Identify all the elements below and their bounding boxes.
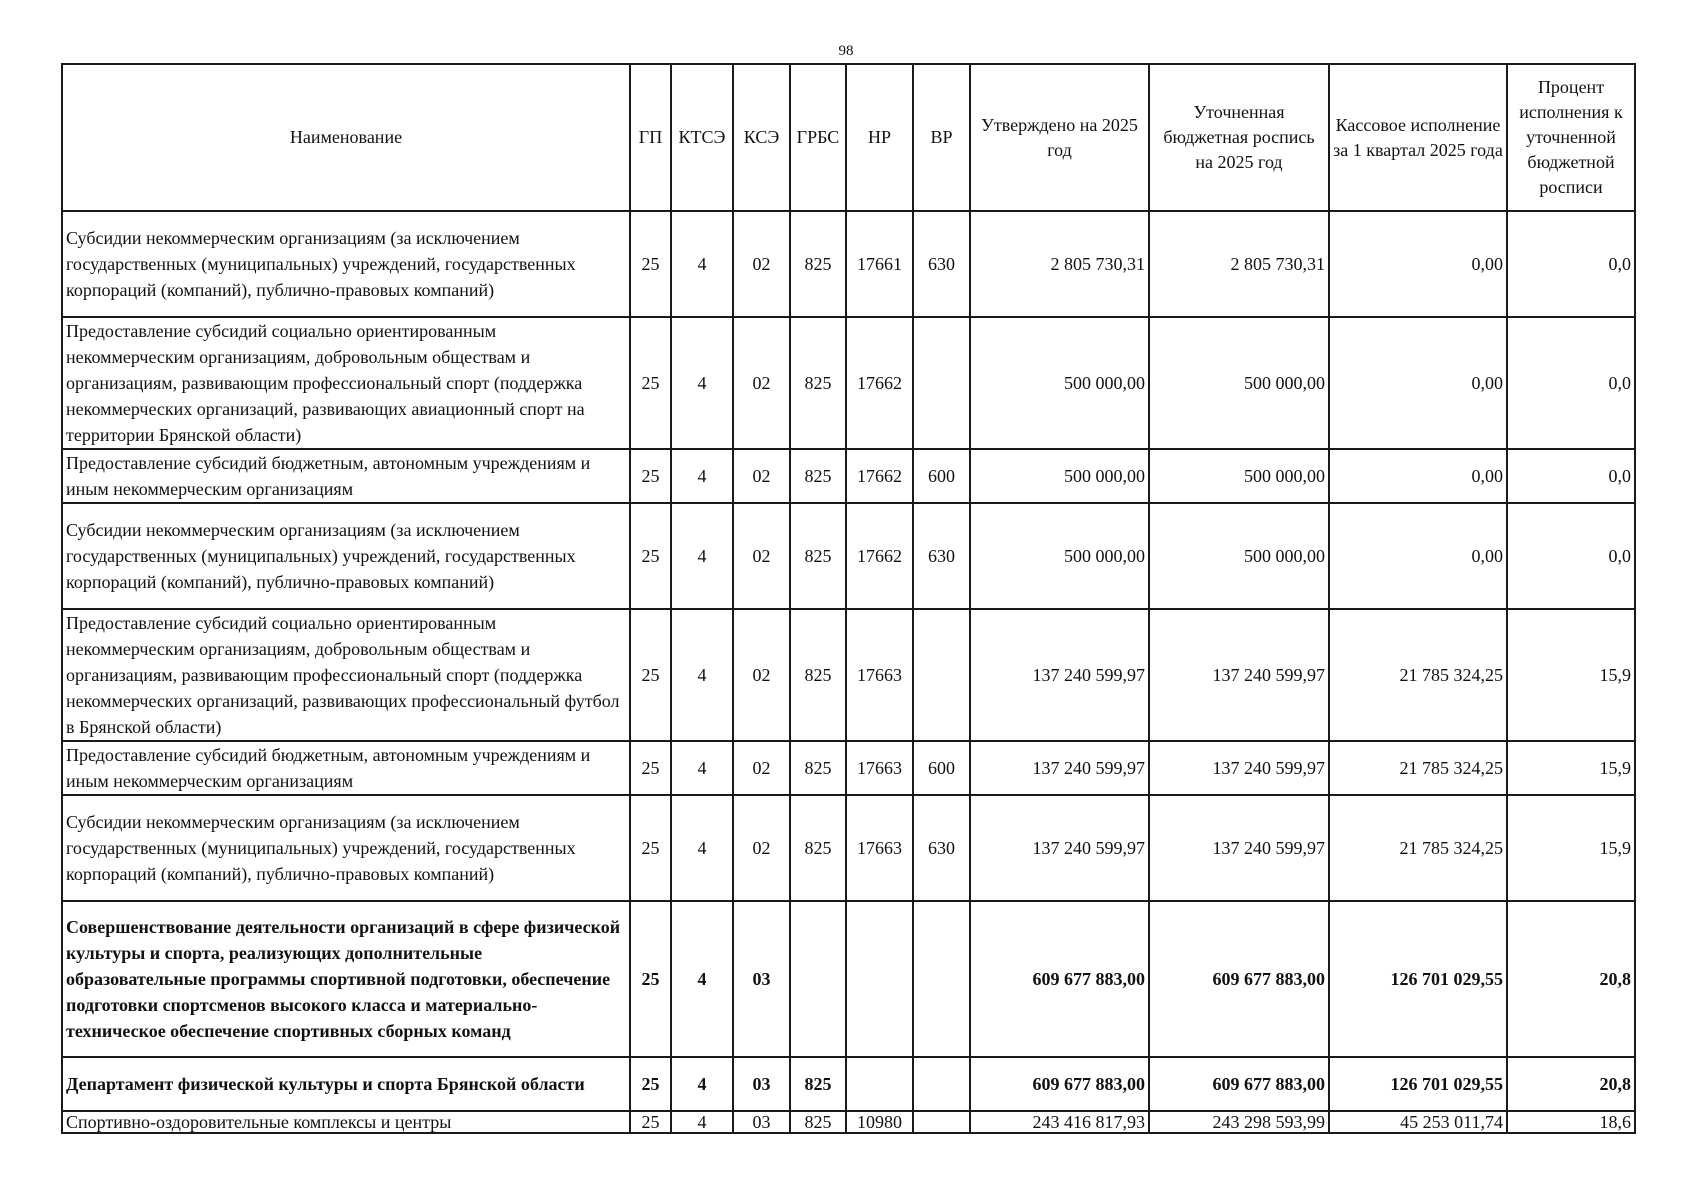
- row-cash: 126 701 029,55: [1329, 901, 1507, 1057]
- row-nr: 17662: [846, 317, 913, 449]
- header-grbs: ГРБС: [790, 64, 846, 211]
- row-ktse: 4: [671, 795, 733, 901]
- row-vr: [913, 1057, 970, 1111]
- header-cash: Кассовое исполнение за 1 квартал 2025 года: [1329, 64, 1507, 211]
- page-number: 98: [838, 43, 854, 59]
- row-cash: 21 785 324,25: [1329, 795, 1507, 901]
- row-vr: 630: [913, 795, 970, 901]
- row-nr: 17662: [846, 449, 913, 503]
- row-approved: 137 240 599,97: [970, 609, 1149, 741]
- row-name: Субсидии некоммерческим организациям (за исключением государственных (муниципальных) учреждений, государственных корпораций (компаний), публично-правовых компаний): [62, 795, 630, 901]
- row-refined: 137 240 599,97: [1149, 609, 1329, 741]
- table-row: [62, 609, 1635, 741]
- row-percent: 20,8: [1507, 1057, 1635, 1111]
- row-vr: [913, 901, 970, 1057]
- row-refined: 609 677 883,00: [1149, 901, 1329, 1057]
- row-cash: 126 701 029,55: [1329, 1057, 1507, 1111]
- row-vr: 630: [913, 211, 970, 317]
- row-approved: 609 677 883,00: [970, 1057, 1149, 1111]
- row-name: Субсидии некоммерческим организациям (за исключением государственных (муниципальных) учреждений, государственных корпораций (компаний), публично-правовых компаний): [62, 503, 630, 609]
- row-approved: 137 240 599,97: [970, 795, 1149, 901]
- row-vr: [913, 609, 970, 741]
- row-nr: 17663: [846, 795, 913, 901]
- row-grbs: 825: [790, 317, 846, 449]
- row-cash: 0,00: [1329, 449, 1507, 503]
- row-vr: [913, 317, 970, 449]
- row-name: Предоставление субсидий бюджетным, автономным учреждениям и иным некоммерческим организациям: [62, 741, 630, 795]
- row-kse: 02: [733, 449, 790, 503]
- row-vr: 600: [913, 449, 970, 503]
- header-nr: НР: [846, 64, 913, 211]
- header-name: Наименование: [62, 64, 630, 211]
- row-refined: 500 000,00: [1149, 449, 1329, 503]
- row-percent: 15,9: [1507, 795, 1635, 901]
- row-ktse: 4: [671, 901, 733, 1057]
- row-percent: 0,0: [1507, 449, 1635, 503]
- row-grbs: 825: [790, 503, 846, 609]
- row-cash: 21 785 324,25: [1329, 609, 1507, 741]
- row-cash: 0,00: [1329, 317, 1507, 449]
- row-gp: 25: [630, 741, 671, 795]
- row-gp: 25: [630, 1057, 671, 1111]
- row-ktse: 4: [671, 1057, 733, 1111]
- row-grbs: [790, 901, 846, 1057]
- row-vr: [913, 1111, 970, 1133]
- row-nr: 17663: [846, 609, 913, 741]
- table-row: [62, 795, 1635, 901]
- row-kse: 02: [733, 317, 790, 449]
- header-ktse: КТСЭ: [671, 64, 733, 211]
- row-grbs: 825: [790, 795, 846, 901]
- table-row: [62, 449, 1635, 503]
- row-refined: 137 240 599,97: [1149, 795, 1329, 901]
- row-refined: 2 805 730,31: [1149, 211, 1329, 317]
- row-kse: 03: [733, 901, 790, 1057]
- row-grbs: 825: [790, 609, 846, 741]
- row-refined: 137 240 599,97: [1149, 741, 1329, 795]
- header-kse: КСЭ: [733, 64, 790, 211]
- row-cash: 0,00: [1329, 503, 1507, 609]
- row-grbs: 825: [790, 1111, 846, 1133]
- row-kse: 03: [733, 1111, 790, 1133]
- table-row: [62, 1111, 1635, 1133]
- table-row: [62, 317, 1635, 449]
- row-approved: 137 240 599,97: [970, 741, 1149, 795]
- table-row: [62, 901, 1635, 1057]
- table-row: [62, 741, 1635, 795]
- header-gp: ГП: [630, 64, 671, 211]
- row-gp: 25: [630, 609, 671, 741]
- row-cash: 21 785 324,25: [1329, 741, 1507, 795]
- row-cash: 45 253 011,74: [1329, 1111, 1507, 1133]
- budget-table: [61, 63, 1636, 1134]
- row-nr: 17662: [846, 503, 913, 609]
- row-approved: 243 416 817,93: [970, 1111, 1149, 1133]
- row-gp: 25: [630, 503, 671, 609]
- row-approved: 609 677 883,00: [970, 901, 1149, 1057]
- row-ktse: 4: [671, 1111, 733, 1133]
- row-nr: 10980: [846, 1111, 913, 1133]
- row-ktse: 4: [671, 211, 733, 317]
- row-name: Предоставление субсидий социально ориентированным некоммерческим организациям, добровольным обществам и организациям, развивающим профессиональный спорт (поддержка некоммерческих организаций, развивающих профессиональный футбол в Брянской области): [62, 609, 630, 741]
- header-percent: Процент исполнения к уточненной бюджетной росписи: [1507, 64, 1635, 211]
- row-refined: 500 000,00: [1149, 503, 1329, 609]
- row-refined: 609 677 883,00: [1149, 1057, 1329, 1111]
- row-ktse: 4: [671, 503, 733, 609]
- row-approved: 500 000,00: [970, 317, 1149, 449]
- table-row: [62, 211, 1635, 317]
- header-refined: Уточненная бюджетная роспись на 2025 год: [1149, 64, 1329, 211]
- row-name: Предоставление субсидий бюджетным, автономным учреждениям и иным некоммерческим организациям: [62, 449, 630, 503]
- row-name: Предоставление субсидий социально ориентированным некоммерческим организациям, добровольным обществам и организациям, развивающим профессиональный спорт (поддержка некоммерческих организаций, развивающих авиационный спорт на территории Брянской области): [62, 317, 630, 449]
- row-refined: 500 000,00: [1149, 317, 1329, 449]
- row-kse: 03: [733, 1057, 790, 1111]
- row-approved: 500 000,00: [970, 449, 1149, 503]
- header-vr: ВР: [913, 64, 970, 211]
- row-refined: 243 298 593,99: [1149, 1111, 1329, 1133]
- row-approved: 500 000,00: [970, 503, 1149, 609]
- row-grbs: 825: [790, 1057, 846, 1111]
- row-percent: 15,9: [1507, 741, 1635, 795]
- row-percent: 0,0: [1507, 503, 1635, 609]
- row-kse: 02: [733, 741, 790, 795]
- row-name: Субсидии некоммерческим организациям (за исключением государственных (муниципальных) учреждений, государственных корпораций (компаний), публично-правовых компаний): [62, 211, 630, 317]
- row-percent: 20,8: [1507, 901, 1635, 1057]
- table-row: [62, 1057, 1635, 1111]
- row-gp: 25: [630, 449, 671, 503]
- row-ktse: 4: [671, 317, 733, 449]
- row-kse: 02: [733, 503, 790, 609]
- header-row: [62, 64, 1635, 211]
- row-percent: 18,6: [1507, 1111, 1635, 1133]
- row-ktse: 4: [671, 741, 733, 795]
- row-grbs: 825: [790, 449, 846, 503]
- row-ktse: 4: [671, 449, 733, 503]
- row-vr: 600: [913, 741, 970, 795]
- table-row: [62, 503, 1635, 609]
- row-approved: 2 805 730,31: [970, 211, 1149, 317]
- row-grbs: 825: [790, 211, 846, 317]
- row-nr: 17661: [846, 211, 913, 317]
- row-percent: 0,0: [1507, 317, 1635, 449]
- row-kse: 02: [733, 795, 790, 901]
- row-percent: 0,0: [1507, 211, 1635, 317]
- row-gp: 25: [630, 795, 671, 901]
- row-name: Спортивно-оздоровительные комплексы и центры: [62, 1111, 630, 1133]
- row-vr: 630: [913, 503, 970, 609]
- row-name: Департамент физической культуры и спорта Брянской области: [62, 1057, 630, 1111]
- row-ktse: 4: [671, 609, 733, 741]
- row-gp: 25: [630, 901, 671, 1057]
- row-kse: 02: [733, 211, 790, 317]
- row-cash: 0,00: [1329, 211, 1507, 317]
- header-approved: Утверждено на 2025 год: [970, 64, 1149, 211]
- row-gp: 25: [630, 211, 671, 317]
- row-grbs: 825: [790, 741, 846, 795]
- row-nr: [846, 901, 913, 1057]
- row-percent: 15,9: [1507, 609, 1635, 741]
- row-nr: 17663: [846, 741, 913, 795]
- row-nr: [846, 1057, 913, 1111]
- row-gp: 25: [630, 1111, 671, 1133]
- row-name: Совершенствование деятельности организаций в сфере физической культуры и спорта, реализующих дополнительные образовательные программы спортивной подготовки, обеспечение подготовки спортсменов высокого класса и материально-техническое обеспечение спортивных сборных команд: [62, 901, 630, 1057]
- row-kse: 02: [733, 609, 790, 741]
- row-gp: 25: [630, 317, 671, 449]
